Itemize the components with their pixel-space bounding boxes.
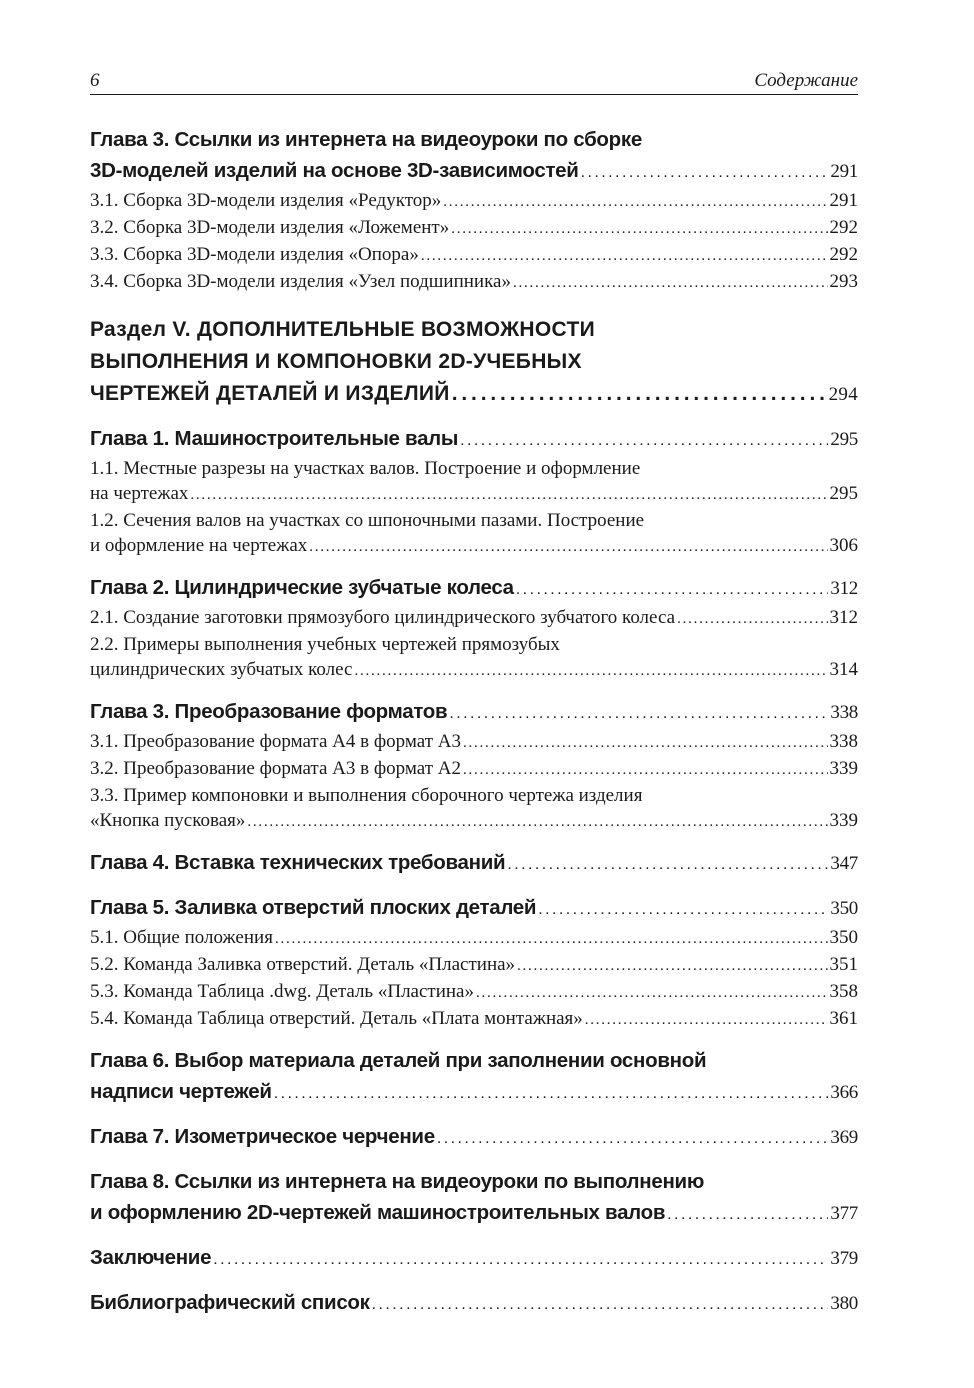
dot-leader (581, 155, 829, 188)
toc-page-number: 294 (828, 384, 858, 405)
toc-page-number: 338 (830, 702, 858, 723)
dot-leader (449, 696, 828, 729)
section-title: ВЫПОЛНЕНИЯ И КОМПОНОВКИ 2D-УЧЕБНЫХ (90, 350, 582, 373)
toc-subentry[interactable] (90, 605, 858, 632)
toc-subentry[interactable] (90, 729, 858, 756)
dot-leader (452, 378, 827, 410)
toc-section-5 (90, 314, 858, 411)
toc-chapter-4 (90, 847, 858, 880)
toc-subentry-title: 3.3. Сборка 3D-модели изделия «Опора» (90, 244, 419, 265)
toc-subentry-title: 1.2. Сечения валов на участках со шпоночными пазами. Построение (90, 510, 645, 531)
section-title: Раздел V. ДОПОЛНИТЕЛЬНЫЕ ВОЗМОЖНОСТИ (90, 318, 595, 341)
toc-page-number: 351 (829, 954, 858, 975)
toc-page-number: 339 (829, 758, 858, 779)
toc-page-number: 291 (829, 190, 858, 211)
toc-subentry-title: 3.2. Сборка 3D-модели изделия «Ложемент» (90, 217, 450, 238)
toc-subentry[interactable] (90, 215, 858, 242)
toc-chapter-1 (90, 423, 858, 560)
toc-subentry[interactable] (90, 808, 858, 835)
dot-leader (247, 808, 827, 835)
toc-page-number: 377 (830, 1203, 858, 1224)
toc-page-number: 314 (829, 659, 858, 680)
toc-page-number: 291 (830, 161, 858, 182)
dot-leader (460, 423, 828, 456)
toc-subentry-title: 3.2. Преобразование формата А3 в формат А2 (90, 758, 461, 779)
toc-page-number: 361 (829, 1008, 858, 1029)
toc-entry-title: надписи чертежей (90, 1080, 272, 1103)
toc-page-number: 293 (829, 271, 858, 292)
dot-leader (463, 729, 828, 756)
toc-subentry-title: 1.1. Местные разрезы на участках валов. Построение и оформление (90, 458, 641, 479)
toc-subentry[interactable] (90, 269, 858, 296)
page-number: 6 (90, 70, 100, 91)
dot-leader (507, 847, 828, 880)
toc-subentry[interactable] (90, 242, 858, 269)
toc-page-number: 347 (830, 853, 858, 874)
toc-entry-title: Библиографический список (90, 1291, 370, 1314)
toc-entry[interactable] (90, 1242, 858, 1275)
dot-leader (437, 1121, 829, 1154)
dot-leader (190, 481, 827, 508)
toc-page-number: 295 (830, 429, 858, 450)
toc-chapter-5 (90, 892, 858, 1033)
dot-leader (585, 1006, 828, 1033)
toc-page-number: 306 (829, 535, 858, 556)
toc-bibliography (90, 1287, 858, 1320)
toc-subentry-title: 5.2. Команда Заливка отверстий. Деталь «Пластина» (90, 954, 516, 975)
toc-chapter-2 (90, 572, 858, 684)
toc-chapter-6 (90, 1045, 858, 1109)
toc-subentry-title: 5.3. Команда Таблица .dwg. Деталь «Пластина» (90, 981, 474, 1002)
section-title: ЧЕРТЕЖЕЙ ДЕТАЛЕЙ И ИЗДЕЛИЙ (90, 382, 450, 405)
toc-entry-title: Глава 3. Ссылки из интернета на видеоуроки по сборке (90, 128, 642, 151)
dot-leader (354, 657, 827, 684)
toc-entry[interactable] (90, 847, 858, 880)
toc-page-number: 380 (830, 1293, 858, 1314)
toc-entry[interactable] (90, 1121, 858, 1154)
dot-leader (513, 269, 828, 296)
dot-leader (213, 1242, 828, 1275)
toc-page-number: 312 (830, 578, 858, 599)
dot-leader (677, 605, 827, 632)
toc-chapter-7 (90, 1121, 858, 1154)
running-header (90, 68, 858, 95)
toc-subentry[interactable] (90, 533, 858, 560)
toc-subentry[interactable] (90, 925, 858, 952)
toc-page-number: 366 (830, 1082, 858, 1103)
toc-entry[interactable] (90, 1197, 858, 1230)
toc-subentry[interactable] (90, 657, 858, 684)
toc-subentry[interactable] (90, 952, 858, 979)
toc-subentry-title: 3.3. Пример компоновки и выполнения сборочного чертежа изделия (90, 785, 643, 806)
dot-leader (372, 1287, 829, 1320)
toc-entry[interactable] (90, 378, 858, 411)
toc-entry-title: Глава 8. Ссылки из интернета на видеоуроки по выполнению (90, 1170, 705, 1193)
toc-entry[interactable] (90, 1076, 858, 1109)
dot-leader (516, 572, 829, 605)
toc-subentry-title: 3.1. Преобразование формата А4 в формат А3 (90, 731, 461, 752)
toc-entry-title: Глава 2. Цилиндрические зубчатые колеса (90, 576, 514, 599)
toc-subentry[interactable] (90, 979, 858, 1006)
dot-leader (667, 1197, 828, 1230)
toc-page-number: 379 (830, 1248, 858, 1269)
table-of-contents (90, 124, 858, 1332)
toc-entry-title: и оформлению 2D-чертежей машиностроительных валов (90, 1201, 666, 1224)
toc-page-number: 350 (829, 927, 858, 948)
toc-subentry-title: 2.1. Создание заготовки прямозубого цилиндрического зубчатого колеса (90, 607, 676, 628)
toc-chapter-3-formats (90, 696, 858, 835)
dot-leader (451, 215, 827, 242)
toc-entry-title: Глава 1. Машиностроительные валы (90, 427, 459, 450)
toc-entry-title: Глава 4. Вставка технических требований (90, 851, 506, 874)
toc-subentry-title: 5.1. Общие положения (90, 927, 273, 948)
toc-subentry-title: 3.4. Сборка 3D-модели изделия «Узел подшипника» (90, 271, 511, 292)
toc-entry[interactable] (90, 155, 858, 188)
dot-leader (309, 533, 827, 560)
running-title: Содержание (754, 70, 858, 91)
toc-entry-title: Глава 3. Преобразование форматов (90, 700, 448, 723)
toc-subentry-title: «Кнопка пусковая» (90, 810, 246, 831)
toc-entry[interactable] (90, 892, 858, 925)
dot-leader (421, 242, 828, 269)
dot-leader (443, 188, 827, 215)
toc-page-number: 339 (829, 810, 858, 831)
toc-subentry-title: 2.2. Примеры выполнения учебных чертежей прямозубых (90, 634, 560, 655)
toc-subentry-title: 3.1. Сборка 3D-модели изделия «Редуктор» (90, 190, 442, 211)
toc-chapter-3-videos (90, 124, 858, 296)
toc-subentry[interactable] (90, 481, 858, 508)
dot-leader (517, 952, 827, 979)
dot-leader (274, 1076, 829, 1109)
toc-page-number: 292 (829, 217, 858, 238)
toc-entry[interactable] (90, 696, 858, 729)
toc-page-number: 338 (829, 731, 858, 752)
toc-subentry-title: 5.4. Команда Таблица отверстий. Деталь «Плата монтажная» (90, 1008, 583, 1029)
toc-entry[interactable] (90, 1287, 858, 1320)
toc-entry-title: Глава 5. Заливка отверстий плоских деталей (90, 896, 537, 919)
toc-entry-title: 3D-моделей изделий на основе 3D-зависимостей (90, 159, 579, 182)
toc-entry-title: Глава 6. Выбор материала деталей при заполнении основной (90, 1049, 707, 1072)
toc-entry[interactable] (90, 423, 858, 456)
toc-conclusion (90, 1242, 858, 1275)
toc-subentry[interactable] (90, 756, 858, 783)
dot-leader (463, 756, 828, 783)
toc-entry[interactable] (90, 572, 858, 605)
toc-page-number: 350 (830, 898, 858, 919)
toc-entry-title: Глава 7. Изометрическое черчение (90, 1125, 435, 1148)
toc-subentry-title: и оформление на чертежах (90, 535, 308, 556)
dot-leader (476, 979, 828, 1006)
dot-leader (275, 925, 828, 952)
toc-chapter-8 (90, 1166, 858, 1230)
toc-subentry[interactable] (90, 1006, 858, 1033)
toc-subentry[interactable] (90, 188, 858, 215)
dot-leader (538, 892, 828, 925)
toc-subentry-title: на чертежах (90, 483, 189, 504)
toc-entry-title: Заключение (90, 1246, 212, 1269)
toc-subentry-title: цилиндрических зубчатых колес (90, 659, 353, 680)
toc-page-number: 295 (829, 483, 858, 504)
toc-page-number: 369 (830, 1127, 858, 1148)
toc-page-number: 312 (829, 607, 858, 628)
toc-page-number: 292 (829, 244, 858, 265)
toc-page-number: 358 (829, 981, 858, 1002)
